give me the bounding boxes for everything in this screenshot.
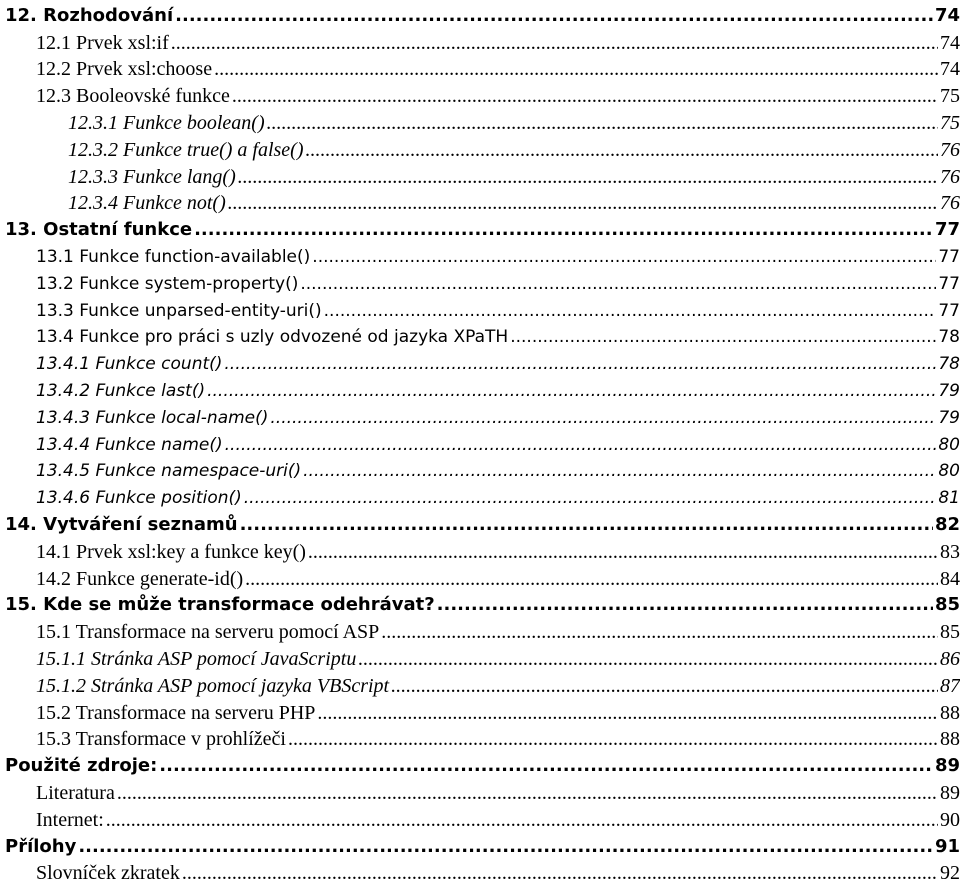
dot-leader	[182, 862, 938, 884]
toc-entry[interactable]	[0, 54, 960, 81]
dot-leader	[288, 728, 938, 750]
toc-entry-label: 15.2 Transformace na serveru PHP	[36, 701, 316, 724]
toc-entry-page: 75	[940, 85, 960, 108]
toc-entry-label: 12.3.2 Funkce true() a false()	[68, 138, 304, 161]
toc-entry-page: 81	[938, 488, 960, 509]
dot-leader	[324, 300, 937, 322]
toc-entry[interactable]	[0, 536, 960, 563]
toc-entry-page: 78	[938, 354, 960, 375]
toc-entry-label: 15.1.1 Stránka ASP pomocí JavaScriptu	[36, 647, 357, 670]
toc-entry[interactable]	[0, 214, 960, 241]
dot-leader	[245, 568, 938, 590]
toc-entry-label: 12. Rozhodování	[5, 4, 174, 26]
toc-entry-label: Přílohy	[5, 835, 77, 857]
toc-entry-label: 13.1 Funkce function-available()	[36, 246, 311, 267]
toc-entry-page: 76	[940, 138, 960, 161]
dot-leader	[244, 487, 937, 509]
toc-entry-label: 13.4.2 Funkce last()	[36, 380, 206, 401]
toc-entry-page: 76	[940, 165, 960, 188]
dot-leader	[228, 192, 938, 214]
toc-entry-label: 15.3 Transformace v prohlížeči	[36, 728, 286, 751]
toc-entry-page: 80	[938, 461, 960, 482]
toc-entry-page: 77	[938, 300, 960, 321]
toc-entry-page: 88	[940, 728, 960, 751]
toc-entry[interactable]	[0, 322, 960, 349]
dot-leader	[358, 648, 938, 670]
toc-entry[interactable]	[0, 241, 960, 268]
toc-entry-page: 79	[938, 380, 960, 401]
toc-entry-page: 82	[934, 513, 960, 535]
toc-entry-label: 12.1 Prvek xsl:if	[36, 31, 169, 54]
toc-entry[interactable]	[0, 134, 960, 161]
toc-entry[interactable]	[0, 590, 960, 617]
toc-entry-page: 79	[938, 407, 960, 428]
dot-leader	[437, 594, 933, 616]
toc-entry-label: 12.3 Booleovské funkce	[36, 85, 230, 108]
toc-entry[interactable]	[0, 295, 960, 322]
toc-entry-label: 13.4.3 Funkce local-name()	[36, 407, 269, 428]
toc-entry-label: 12.3.4 Funkce not()	[68, 192, 226, 215]
toc-entry[interactable]	[0, 724, 960, 751]
toc-entry[interactable]	[0, 563, 960, 590]
toc-entry-page: 80	[938, 434, 960, 455]
toc-entry[interactable]	[0, 804, 960, 831]
toc-entry-label: 15.1.2 Stránka ASP pomocí jazyka VBScript	[36, 674, 390, 697]
dot-leader	[381, 621, 938, 643]
toc-entry[interactable]	[0, 670, 960, 697]
toc-entry-label: 13.4 Funkce pro práci s uzly odvozené od jazyka XPaTH	[36, 327, 509, 348]
dot-leader	[78, 836, 933, 858]
toc-entry-page: 77	[934, 219, 960, 241]
dot-leader	[238, 166, 938, 188]
toc-entry-label: 13.4.1 Funkce count()	[36, 354, 223, 375]
toc-entry-label: 15. Kde se může transformace odehrávat?	[5, 594, 435, 616]
dot-leader	[117, 782, 938, 804]
dot-leader	[194, 219, 933, 241]
toc-entry[interactable]	[0, 375, 960, 402]
toc-entry[interactable]	[0, 268, 960, 295]
dot-leader	[232, 85, 938, 107]
toc-entry-page: 91	[934, 835, 960, 857]
toc-entry-page: 86	[940, 647, 960, 670]
toc-entry-page: 74	[934, 4, 960, 26]
toc-entry-page: 85	[934, 594, 960, 616]
dot-leader	[510, 326, 936, 348]
toc-entry-page: 75	[940, 111, 960, 134]
dot-leader	[300, 273, 936, 295]
toc-entry-label: 12.3.3 Funkce lang()	[68, 165, 236, 188]
toc-entry-page: 92	[940, 862, 960, 885]
dot-leader	[303, 460, 936, 482]
dot-leader	[308, 541, 938, 563]
dot-leader	[270, 407, 936, 429]
dot-leader	[175, 5, 933, 27]
toc-entry[interactable]	[0, 402, 960, 429]
toc-entry[interactable]	[0, 456, 960, 483]
dot-leader	[207, 380, 936, 402]
toc-entry-label: 14. Vytváření seznamů	[5, 513, 238, 535]
toc-entry-label: 13. Ostatní funkce	[5, 219, 193, 241]
toc-entry-page: 89	[934, 755, 960, 777]
toc-entry-page: 77	[938, 246, 960, 267]
dot-leader	[305, 139, 938, 161]
dot-leader	[106, 809, 938, 831]
dot-leader	[312, 246, 936, 268]
dot-leader	[267, 112, 938, 134]
toc-entry[interactable]	[0, 27, 960, 54]
toc-entry[interactable]	[0, 831, 960, 858]
toc-entry-label: 13.2 Funkce system-property()	[36, 273, 299, 294]
toc-entry-label: 13.3 Funkce unparsed-entity-uri()	[36, 300, 322, 321]
dot-leader	[225, 434, 937, 456]
toc-entry-page: 88	[940, 701, 960, 724]
toc-entry[interactable]	[0, 161, 960, 188]
toc-entry[interactable]	[0, 0, 960, 27]
toc-entry[interactable]	[0, 80, 960, 107]
toc-entry[interactable]	[0, 697, 960, 724]
dot-leader	[171, 32, 938, 54]
toc-entry-label: Použité zdroje:	[5, 755, 158, 777]
dot-leader	[317, 702, 938, 724]
toc-entry-label: 12.3.1 Funkce boolean()	[68, 111, 265, 134]
toc-entry-page: 77	[938, 273, 960, 294]
toc-entry[interactable]	[0, 777, 960, 804]
dot-leader	[159, 755, 933, 777]
dot-leader	[240, 514, 933, 536]
toc-entry-page: 78	[938, 327, 960, 348]
toc-entry-label: 15.1 Transformace na serveru pomocí ASP	[36, 621, 380, 644]
toc-entry-label: 14.1 Prvek xsl:key a funkce key()	[36, 540, 306, 563]
dot-leader	[391, 675, 938, 697]
toc-entry-page: 84	[940, 567, 960, 590]
toc-entry[interactable]	[0, 348, 960, 375]
toc-entry-page: 90	[940, 808, 960, 831]
toc-entry[interactable]	[0, 188, 960, 215]
toc-entry-page: 74	[940, 31, 960, 54]
toc-entry-label: 13.4.6 Funkce position()	[36, 488, 242, 509]
toc-entry-label: 12.2 Prvek xsl:choose	[36, 58, 213, 81]
toc-entry-label: Literatura	[36, 781, 115, 804]
toc-entry-page: 74	[940, 58, 960, 81]
toc-entry-page: 76	[940, 192, 960, 215]
toc-entry[interactable]	[0, 858, 960, 885]
toc-entry[interactable]	[0, 482, 960, 509]
toc-entry-label: 13.4.4 Funkce name()	[36, 434, 223, 455]
toc-entry-page: 87	[940, 674, 960, 697]
toc-entry[interactable]	[0, 509, 960, 536]
toc-entry-page: 89	[940, 781, 960, 804]
toc-entry-label: 14.2 Funkce generate-id()	[36, 567, 244, 590]
dot-leader	[214, 58, 938, 80]
toc-entry-label: Slovníček zkratek	[36, 862, 180, 885]
toc-entry-label: Internet:	[36, 808, 104, 831]
toc-entry-page: 83	[940, 540, 960, 563]
toc-entry[interactable]	[0, 429, 960, 456]
toc-entry-label: 13.4.5 Funkce namespace-uri()	[36, 461, 302, 482]
toc-entry[interactable]	[0, 616, 960, 643]
toc-entry[interactable]	[0, 107, 960, 134]
toc-entry[interactable]	[0, 643, 960, 670]
toc-entry[interactable]	[0, 750, 960, 777]
dot-leader	[224, 353, 936, 375]
toc-entry-page: 85	[940, 621, 960, 644]
